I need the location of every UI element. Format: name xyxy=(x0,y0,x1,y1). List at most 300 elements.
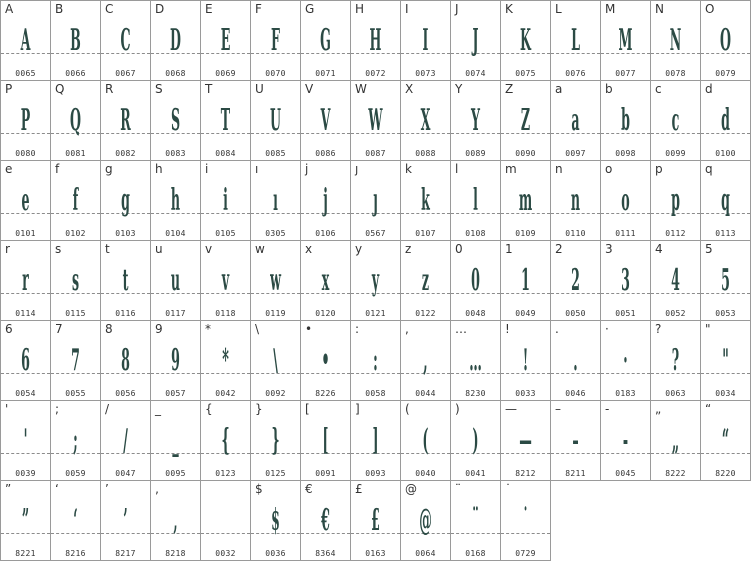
glyph-code: 0090 xyxy=(515,149,536,158)
glyph-sample: T xyxy=(220,103,231,138)
glyph-code: 0112 xyxy=(665,229,686,238)
glyph-label: e xyxy=(5,162,13,176)
glyph-code: 0046 xyxy=(565,389,586,398)
glyph-label: „ xyxy=(655,402,662,416)
glyph-cell xyxy=(250,160,301,241)
glyph-cell xyxy=(50,320,101,401)
glyph-label: y xyxy=(355,242,363,256)
glyph-code: 0100 xyxy=(715,149,736,158)
glyph-code: 0114 xyxy=(15,309,36,318)
glyph-cell xyxy=(100,80,151,161)
glyph-label: T xyxy=(205,82,213,96)
glyph-cell xyxy=(350,320,401,401)
glyph-sample: ? xyxy=(671,343,680,378)
glyph-code: 0058 xyxy=(365,389,386,398)
glyph-cell xyxy=(350,160,401,241)
glyph-cell xyxy=(700,400,751,481)
glyph-code: 0075 xyxy=(515,69,536,78)
glyph-sample: w xyxy=(270,263,281,298)
glyph-cell xyxy=(100,400,151,481)
glyph-code: 0052 xyxy=(665,309,686,318)
glyph-sample: r xyxy=(22,263,29,298)
glyph-sample: k xyxy=(421,183,430,218)
glyph-cell xyxy=(600,400,651,481)
glyph-cell xyxy=(650,400,701,481)
glyph-code: 0066 xyxy=(65,69,86,78)
glyph-label: f xyxy=(55,162,60,176)
glyph-sample: 5 xyxy=(721,263,730,298)
glyph-label: , xyxy=(405,322,409,336)
glyph-sample: c xyxy=(671,103,680,138)
glyph-cell xyxy=(600,160,651,241)
glyph-sample: q xyxy=(721,183,730,218)
glyph-sample: „ xyxy=(671,423,680,458)
glyph-cell xyxy=(600,0,651,81)
glyph-code: 0088 xyxy=(415,149,436,158)
glyph-sample: m xyxy=(518,183,533,218)
glyph-sample: : xyxy=(373,343,378,378)
glyph-cell xyxy=(100,320,151,401)
glyph-code: 0042 xyxy=(215,389,236,398)
glyph-sample: V xyxy=(320,103,331,138)
glyph-cell xyxy=(350,480,401,561)
glyph-sample: O xyxy=(720,23,731,58)
glyph-code: 0082 xyxy=(115,149,136,158)
glyph-sample: * xyxy=(222,343,229,378)
glyph-label: ) xyxy=(455,402,460,416)
glyph-code: 0036 xyxy=(265,549,286,558)
glyph-label: { xyxy=(205,402,213,416)
glyph-cell xyxy=(250,80,301,161)
glyph-code: 0044 xyxy=(415,389,436,398)
glyph-cell xyxy=(450,0,501,81)
glyph-label: I xyxy=(405,2,409,16)
glyph-sample: b xyxy=(621,103,630,138)
glyph-sample: f xyxy=(72,183,79,218)
glyph-label: H xyxy=(355,2,365,16)
glyph-sample: U xyxy=(270,103,281,138)
glyph-cell xyxy=(450,80,501,161)
glyph-sample: ” xyxy=(21,503,30,538)
glyph-cell xyxy=(300,240,351,321)
glyph-label: - xyxy=(605,402,610,416)
glyph-sample: ; xyxy=(73,423,78,458)
glyph-cell xyxy=(300,160,351,241)
glyph-code: 0117 xyxy=(165,309,186,318)
glyph-sample: H xyxy=(369,23,382,58)
glyph-cell xyxy=(250,480,301,561)
glyph-sample: x xyxy=(321,263,330,298)
glyph-sample: p xyxy=(671,183,680,218)
glyph-label: B xyxy=(55,2,64,16)
glyph-sample: E xyxy=(220,23,231,58)
glyph-code: 0047 xyxy=(115,469,136,478)
glyph-code: 0109 xyxy=(515,229,536,238)
glyph-sample: o xyxy=(621,183,630,218)
glyph-cell xyxy=(150,160,201,241)
glyph-cell xyxy=(450,160,501,241)
glyph-cell xyxy=(100,480,151,561)
glyph-cell xyxy=(200,480,251,561)
glyph-label: p xyxy=(655,162,663,176)
glyph-label: ¨ xyxy=(455,482,461,496)
glyph-label: G xyxy=(305,2,315,16)
glyph-label: “ xyxy=(705,402,712,416)
glyph-sample: 2 xyxy=(571,263,580,298)
glyph-code: 0054 xyxy=(15,389,36,398)
glyph-code: 0115 xyxy=(65,309,86,318)
glyph-code: 0108 xyxy=(465,229,486,238)
glyph-cell xyxy=(300,80,351,161)
glyph-label: 6 xyxy=(5,322,13,336)
glyph-sample: X xyxy=(420,103,431,138)
glyph-code: 0092 xyxy=(265,389,286,398)
glyph-code: 0069 xyxy=(215,69,236,78)
glyph-code: 0053 xyxy=(715,309,736,318)
glyph-label: £ xyxy=(355,482,363,496)
glyph-sample: - xyxy=(622,423,629,458)
glyph-sample: a xyxy=(571,103,580,138)
glyph-code: 0068 xyxy=(165,69,186,78)
glyph-label: ‚ xyxy=(155,482,159,496)
glyph-cell xyxy=(350,240,401,321)
glyph-cell xyxy=(0,240,51,321)
glyph-label: w xyxy=(255,242,265,256)
glyph-sample: Z xyxy=(520,103,531,138)
glyph-label: 1 xyxy=(505,242,513,256)
glyph-cell xyxy=(300,400,351,481)
glyph-sample: Y xyxy=(470,103,480,138)
glyph-sample: 6 xyxy=(21,343,30,378)
glyph-code: 0084 xyxy=(215,149,236,158)
glyph-sample: n xyxy=(570,183,581,218)
glyph-label: . xyxy=(555,322,559,336)
glyph-sample: , xyxy=(423,343,428,378)
glyph-sample: “ xyxy=(721,423,730,458)
glyph-sample: € xyxy=(321,503,330,538)
glyph-code: 0080 xyxy=(15,149,36,158)
glyph-cell xyxy=(400,240,451,321)
glyph-label: : xyxy=(355,322,360,336)
glyph-label: b xyxy=(605,82,613,96)
glyph-label: U xyxy=(255,82,264,96)
glyph-cell xyxy=(50,480,101,561)
glyph-sample: u xyxy=(170,263,181,298)
glyph-cell xyxy=(200,320,251,401)
glyph-sample: v xyxy=(221,263,230,298)
glyph-code: 0045 xyxy=(615,469,636,478)
glyph-sample: … xyxy=(469,343,482,378)
glyph-code: 8230 xyxy=(465,389,486,398)
glyph-code: 0056 xyxy=(115,389,136,398)
glyph-code: 0071 xyxy=(315,69,336,78)
glyph-sample: ‘ xyxy=(73,503,78,538)
glyph-label: _ xyxy=(155,402,161,416)
glyph-label: M xyxy=(605,2,616,16)
glyph-label: \ xyxy=(255,322,260,336)
glyph-label: z xyxy=(405,242,412,256)
glyph-code: 0089 xyxy=(465,149,486,158)
glyph-sample: C xyxy=(120,23,131,58)
glyph-label: r xyxy=(5,242,10,256)
glyph-sample: ˙ xyxy=(522,503,529,538)
glyph-label: 9 xyxy=(155,322,163,336)
glyph-sample: ' xyxy=(23,423,28,458)
glyph-code: 0072 xyxy=(365,69,386,78)
glyph-code: 0065 xyxy=(15,69,36,78)
glyph-code: 0034 xyxy=(715,389,736,398)
glyph-sample: ! xyxy=(522,343,529,378)
glyph-sample: 8 xyxy=(121,343,130,378)
glyph-label: L xyxy=(555,2,562,16)
glyph-cell xyxy=(700,240,751,321)
glyph-cell xyxy=(700,0,751,81)
glyph-label: O xyxy=(705,2,715,16)
glyph-code: 0074 xyxy=(465,69,486,78)
glyph-label: Y xyxy=(455,82,463,96)
glyph-code: 8222 xyxy=(665,469,686,478)
glyph-cell xyxy=(400,80,451,161)
glyph-cell xyxy=(500,240,551,321)
glyph-code: 8216 xyxy=(65,549,86,558)
glyph-code: 0099 xyxy=(665,149,686,158)
glyph-label: v xyxy=(205,242,213,256)
glyph-label: u xyxy=(155,242,163,256)
glyph-sample: P xyxy=(20,103,31,138)
glyph-sample: — xyxy=(519,423,532,458)
glyph-cell xyxy=(0,480,51,561)
glyph-code: 0121 xyxy=(365,309,386,318)
glyph-label: R xyxy=(105,82,114,96)
glyph-code: 0119 xyxy=(265,309,286,318)
glyph-sample: g xyxy=(121,183,130,218)
glyph-code: 0081 xyxy=(65,149,86,158)
glyph-sample: z xyxy=(421,263,430,298)
glyph-cell xyxy=(450,240,501,321)
glyph-cell xyxy=(100,160,151,241)
glyph-cell xyxy=(150,80,201,161)
glyph-label: q xyxy=(705,162,713,176)
glyph-label: x xyxy=(305,242,313,256)
glyph-label: d xyxy=(705,82,713,96)
glyph-sample: ) xyxy=(472,423,479,458)
glyph-label: D xyxy=(155,2,165,16)
glyph-label: " xyxy=(705,322,711,336)
glyph-sample: } xyxy=(271,423,280,458)
glyph-cell xyxy=(50,240,101,321)
glyph-sample: 4 xyxy=(671,263,680,298)
glyph-sample: W xyxy=(368,103,383,138)
glyph-cell xyxy=(650,240,701,321)
glyph-sample: B xyxy=(70,23,81,58)
glyph-sample: D xyxy=(170,23,181,58)
glyph-code: 0087 xyxy=(365,149,386,158)
glyph-cell xyxy=(700,320,751,401)
glyph-code: 0105 xyxy=(215,229,236,238)
glyph-label: c xyxy=(655,82,662,96)
glyph-code: 0168 xyxy=(465,549,486,558)
glyph-label: ȷ xyxy=(355,162,359,176)
glyph-code: 0097 xyxy=(565,149,586,158)
glyph-sample: j xyxy=(323,183,328,218)
glyph-code: 0039 xyxy=(15,469,36,478)
glyph-code: 0183 xyxy=(615,389,636,398)
glyph-cell xyxy=(50,400,101,481)
glyph-code: 0095 xyxy=(165,469,186,478)
glyph-label: ( xyxy=(405,402,410,416)
glyph-sample: i xyxy=(223,183,228,218)
glyph-code: 0078 xyxy=(665,69,686,78)
glyph-label: o xyxy=(605,162,613,176)
glyph-label: ‘ xyxy=(55,482,59,496)
glyph-label: n xyxy=(555,162,563,176)
glyph-sample: @ xyxy=(419,503,432,538)
glyph-label: t xyxy=(105,242,110,256)
glyph-sample: ] xyxy=(372,423,379,458)
glyph-sample: 1 xyxy=(521,263,530,298)
glyph-cell xyxy=(250,400,301,481)
glyph-code: 0111 xyxy=(615,229,636,238)
glyph-cell xyxy=(450,400,501,481)
glyph-label: ' xyxy=(5,402,9,416)
glyph-sample: ‚ xyxy=(173,503,178,538)
glyph-label: s xyxy=(55,242,62,256)
glyph-cell xyxy=(150,240,201,321)
glyph-label: $ xyxy=(255,482,263,496)
glyph-cell xyxy=(400,0,451,81)
glyph-code: 0107 xyxy=(415,229,436,238)
glyph-code: 0085 xyxy=(265,149,286,158)
glyph-cell xyxy=(250,240,301,321)
glyph-cell xyxy=(200,240,251,321)
glyph-code: 0073 xyxy=(415,69,436,78)
glyph-cell xyxy=(150,480,201,561)
glyph-label: h xyxy=(155,162,163,176)
glyph-cell xyxy=(200,400,251,481)
glyph-sample: . xyxy=(573,343,578,378)
glyph-code: 0083 xyxy=(165,149,186,158)
glyph-cell xyxy=(550,0,601,81)
glyph-code: 0122 xyxy=(415,309,436,318)
glyph-sample: 3 xyxy=(621,263,630,298)
glyph-label: ] xyxy=(355,402,360,416)
glyph-label: … xyxy=(455,322,467,336)
glyph-cell xyxy=(550,400,601,481)
glyph-code: 0063 xyxy=(665,389,686,398)
glyph-label: k xyxy=(405,162,412,176)
glyph-code: 0032 xyxy=(215,549,236,558)
glyph-sample: t xyxy=(122,263,129,298)
glyph-sample: [ xyxy=(322,423,329,458)
glyph-cell xyxy=(250,320,301,401)
glyph-cell xyxy=(600,80,651,161)
glyph-cell xyxy=(0,0,51,81)
glyph-code: 0040 xyxy=(415,469,436,478)
glyph-cell xyxy=(50,0,101,81)
glyph-code: 0086 xyxy=(315,149,336,158)
glyph-cell xyxy=(350,400,401,481)
glyph-code: 0070 xyxy=(265,69,286,78)
glyph-code: 0106 xyxy=(315,229,336,238)
glyph-label: – xyxy=(555,402,561,416)
glyph-code: 0077 xyxy=(615,69,636,78)
glyph-label: — xyxy=(505,402,517,416)
glyph-cell xyxy=(600,320,651,401)
glyph-code: 8217 xyxy=(115,549,136,558)
glyph-sample: £ xyxy=(371,503,380,538)
glyph-label: ˙ xyxy=(505,482,511,496)
glyph-cell xyxy=(700,80,751,161)
glyph-cell xyxy=(400,400,451,481)
glyph-label: l xyxy=(455,162,459,176)
glyph-sample: d xyxy=(721,103,730,138)
glyph-label: N xyxy=(655,2,664,16)
glyph-sample: G xyxy=(320,23,331,58)
glyph-sample: " xyxy=(722,343,729,378)
glyph-label: S xyxy=(155,82,163,96)
glyph-code: 0049 xyxy=(515,309,536,318)
glyph-code: 8212 xyxy=(515,469,536,478)
glyph-code: 8364 xyxy=(315,549,336,558)
glyph-sample: 9 xyxy=(171,343,180,378)
glyph-code: 0041 xyxy=(465,469,486,478)
glyph-cell xyxy=(150,320,201,401)
glyph-sample: l xyxy=(473,183,478,218)
glyph-cell xyxy=(250,0,301,81)
glyph-label: ? xyxy=(655,322,662,336)
glyph-sample: – xyxy=(572,423,579,458)
glyph-code: 0079 xyxy=(715,69,736,78)
glyph-code: 0048 xyxy=(465,309,486,318)
glyph-cell xyxy=(200,160,251,241)
glyph-cell xyxy=(450,320,501,401)
glyph-code: 0163 xyxy=(365,549,386,558)
glyph-label: 2 xyxy=(555,242,563,256)
glyph-code: 0123 xyxy=(215,469,236,478)
glyph-label: ” xyxy=(5,482,12,496)
glyph-sample: $ xyxy=(271,503,280,538)
glyph-sample: ¨ xyxy=(472,503,479,538)
glyph-code: 0103 xyxy=(115,229,136,238)
glyph-cell xyxy=(500,320,551,401)
glyph-cell xyxy=(400,480,451,561)
glyph-sample: A xyxy=(20,23,31,58)
glyph-cell xyxy=(350,0,401,81)
glyph-cell xyxy=(650,80,701,161)
glyph-cell xyxy=(450,480,501,561)
glyph-sample: _ xyxy=(172,423,179,458)
glyph-label: · xyxy=(605,322,609,336)
glyph-code: 8211 xyxy=(565,469,586,478)
glyph-label: Q xyxy=(55,82,65,96)
glyph-code: 0113 xyxy=(715,229,736,238)
glyph-cell xyxy=(550,160,601,241)
glyph-cell xyxy=(550,80,601,161)
glyph-label: * xyxy=(205,322,211,336)
glyph-code: 8221 xyxy=(15,549,36,558)
glyph-sample: 7 xyxy=(71,343,80,378)
glyph-label: 0 xyxy=(455,242,463,256)
glyph-code: 0098 xyxy=(615,149,636,158)
glyph-sample: • xyxy=(321,343,330,378)
glyph-code: 8220 xyxy=(715,469,736,478)
glyph-label: @ xyxy=(405,482,417,496)
glyph-code: 0110 xyxy=(565,229,586,238)
glyph-sample: J xyxy=(472,23,479,58)
glyph-label: 7 xyxy=(55,322,63,336)
glyph-cell xyxy=(650,160,701,241)
glyph-cell xyxy=(0,400,51,481)
